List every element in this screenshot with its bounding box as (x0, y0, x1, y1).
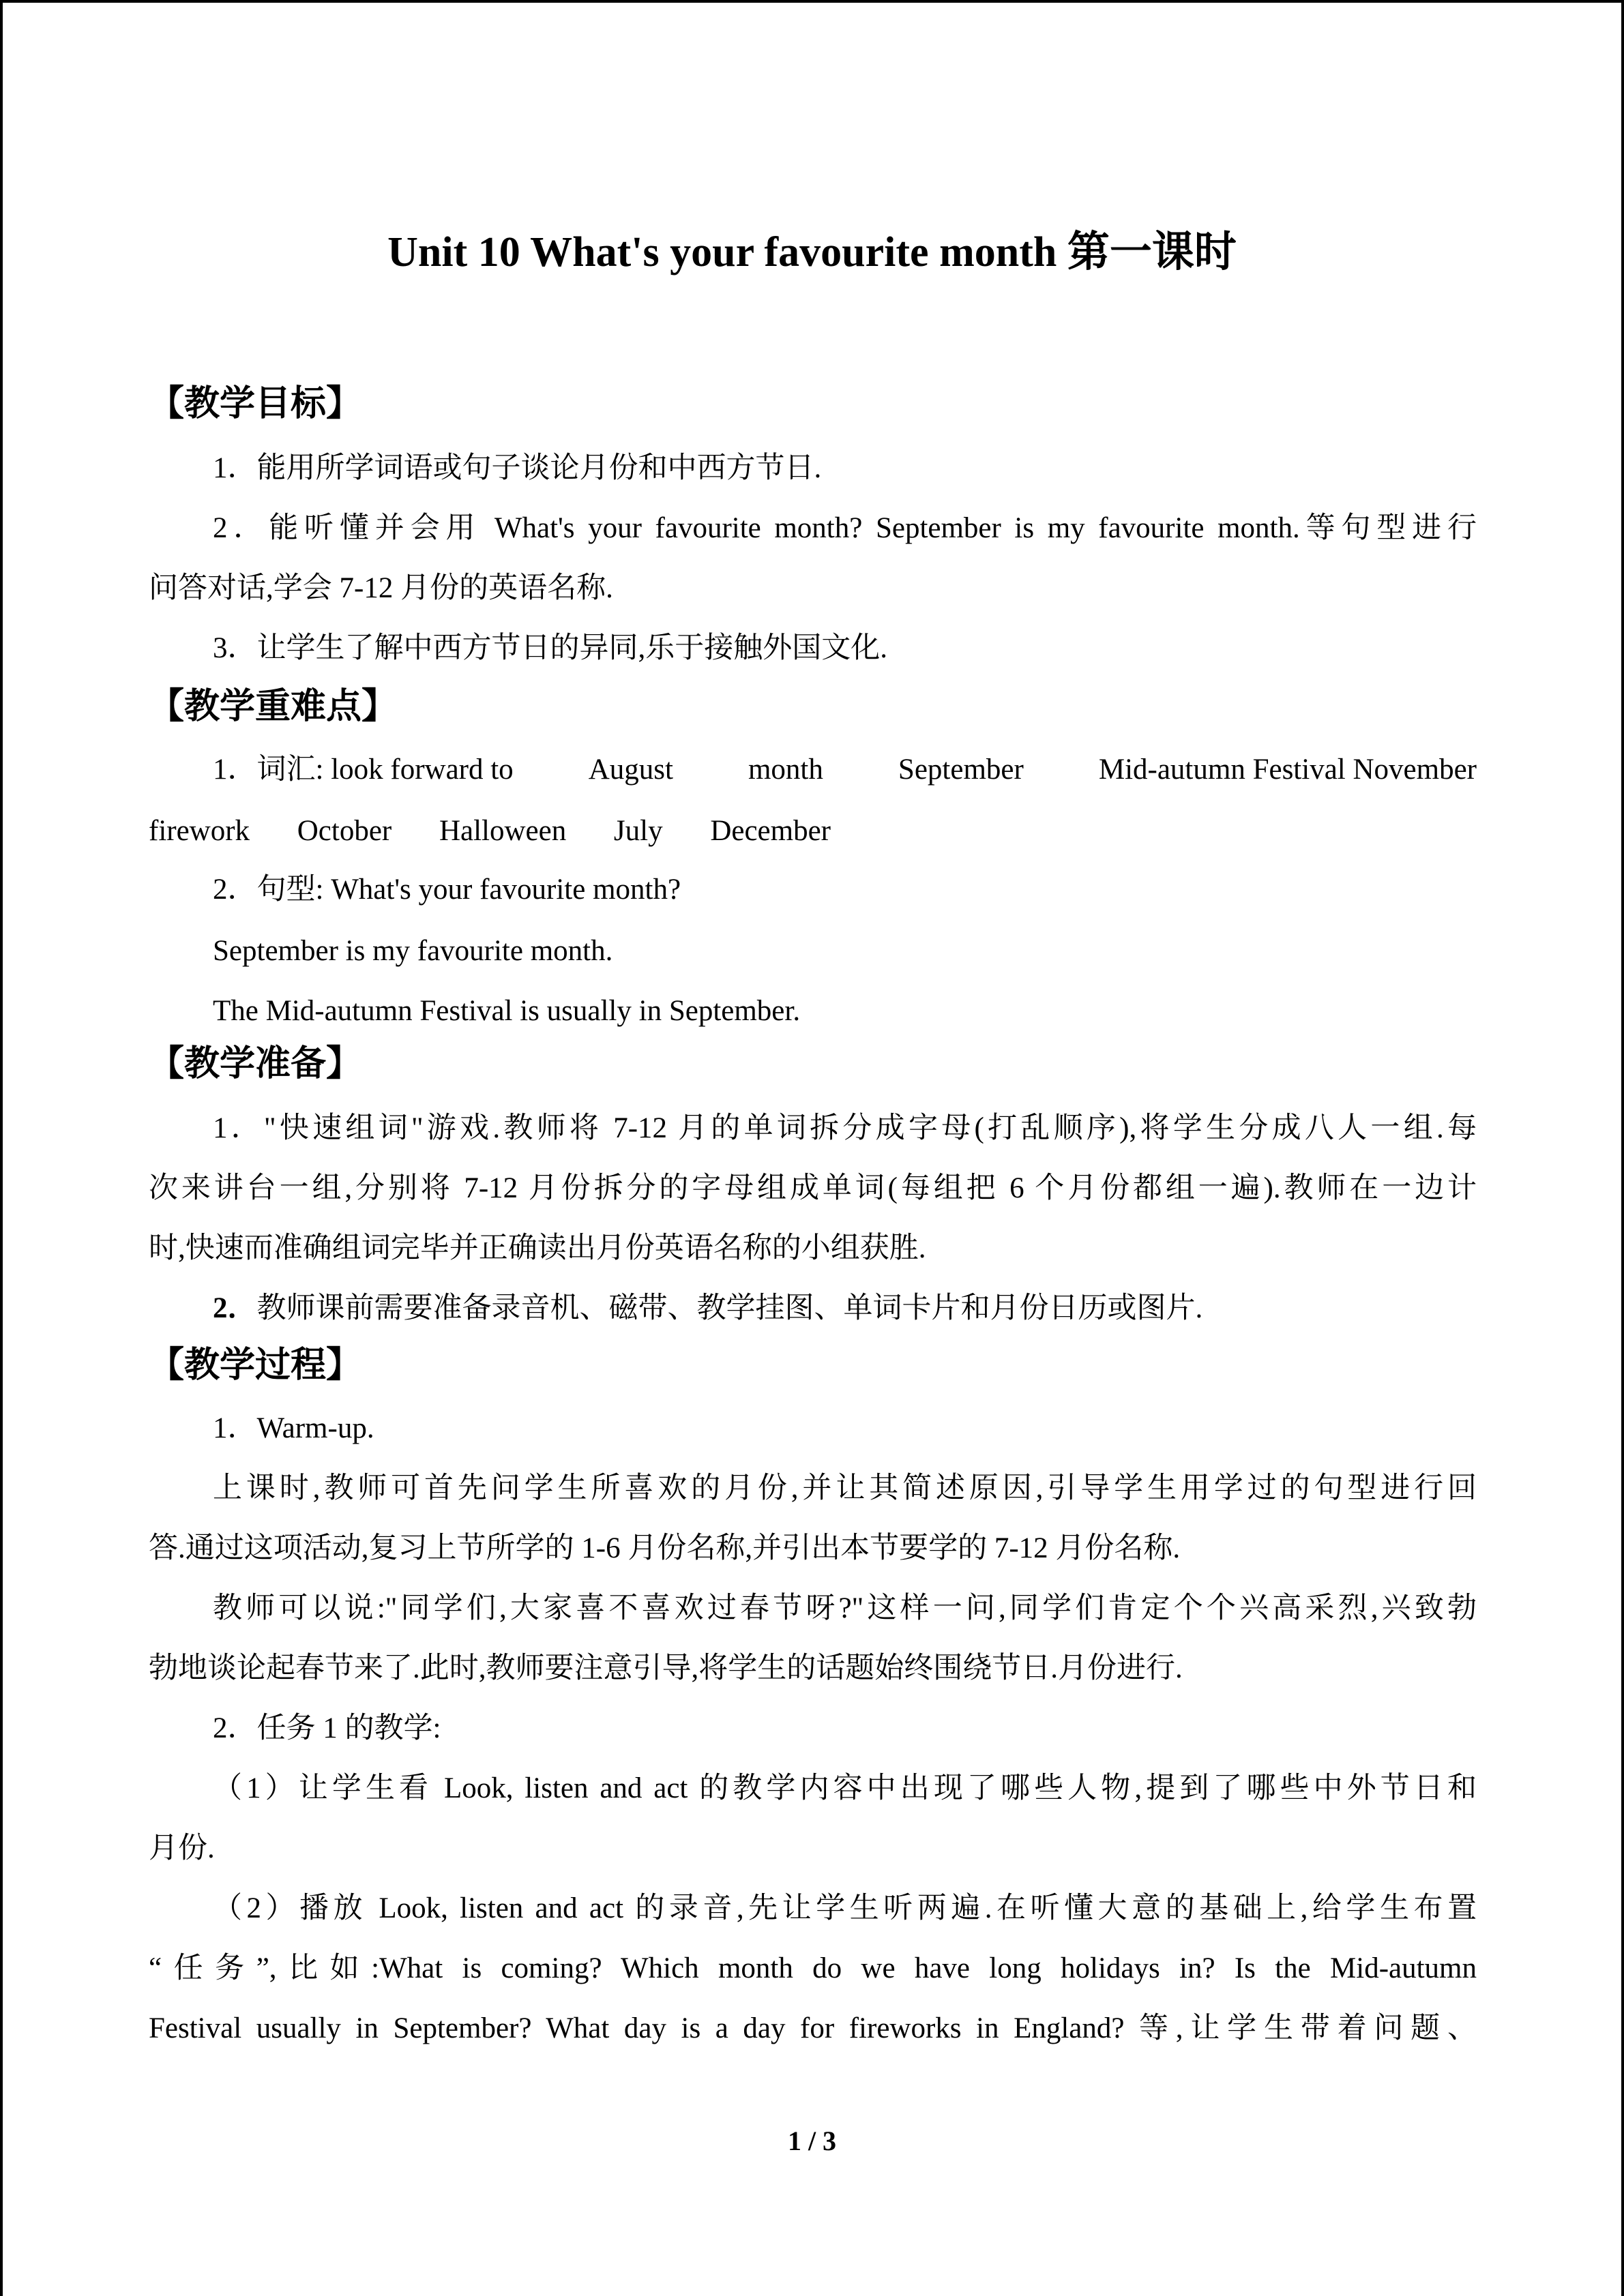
vocab-prefix: 1．词汇: look forward to (213, 754, 514, 786)
process-paragraph-4-line-3: Festival usually in September? What day is a day for fireworks in England? 等,让学生带着问题、 (149, 2012, 1477, 2044)
preparation-item-1-line-3: 时,快速而准确组词完毕并正确读出月份英语名称的小组获胜. (149, 1232, 926, 1264)
process-paragraph-1-line-2: 答.通过这项活动,复习上节所学的 1-6 月份名称,并引出本节要学的 7-12 月份名称. (149, 1532, 1181, 1564)
heading-preparation: 【教学准备】 (149, 1043, 362, 1084)
sentence-pattern-3: The Mid-autumn Festival is usually in September. (213, 995, 801, 1027)
process-paragraph-3-line-2: 月份. (149, 1832, 215, 1864)
vocab-line-2 (149, 807, 831, 855)
vocab-word: Mid-autumn Festival November (1098, 754, 1477, 786)
objective-item-1: 1．能用所学词语或句子谈论月份和中西方节日. (213, 452, 822, 484)
vocab-word: October (297, 815, 392, 847)
preparation-item-2 (213, 1285, 1202, 1332)
page-number: 1 / 3 (787, 2126, 837, 2156)
heading-key-points: 【教学重难点】 (149, 686, 398, 727)
vocab-word: September (898, 754, 1024, 786)
process-paragraph-4-line-1: （2）播放 Look, listen and act 的录音,先让学生听两遍.在听懂大意的基础上,给学生布置 (213, 1892, 1477, 1924)
vocab-word: firework (149, 815, 250, 847)
vocab-word: month (748, 754, 823, 786)
vocab-line-1 (213, 746, 1477, 794)
objective-item-2-line-2: 问答对话,学会 7-12 月份的英语名称. (149, 572, 613, 604)
process-paragraph-4-line-2: “任务”,比如:What is coming? Which month do we have long holidays in? Is the Mid-autumn (149, 1952, 1477, 1984)
heading-process: 【教学过程】 (149, 1345, 362, 1386)
vocab-word: August (588, 754, 673, 786)
heading-objectives: 【教学目标】 (149, 383, 362, 424)
process-paragraph-3-line-1: （1）让学生看 Look, listen and act 的教学内容中出现了哪些人物,提到了哪些中外节日和 (213, 1772, 1477, 1804)
objective-item-3: 3．让学生了解中西方节日的异同,乐于接触外国文化. (213, 632, 887, 664)
preparation-item-1-line-1: 1．"快速组词"游戏.教师将 7-12 月的单词拆分成字母(打乱顺序),将学生分成八人一组.每 (213, 1112, 1477, 1144)
preparation-item-2-number: 2． (213, 1292, 257, 1324)
sentence-pattern-2: September is my favourite month. (213, 935, 613, 967)
vocab-word: Halloween (439, 815, 567, 847)
process-step-1: 1．Warm-up. (213, 1412, 374, 1444)
document-title: Unit 10 What's your favourite month 第一课时 (387, 229, 1237, 275)
objective-item-2-line-1: 2．能听懂并会用 What's your favourite month? September is my favourite month.等句型进行 (213, 512, 1477, 544)
process-paragraph-2-line-1: 教师可以说:"同学们,大家喜不喜欢过春节呀?"这样一问,同学们肯定个个兴高采烈,兴致勃 (213, 1592, 1477, 1624)
process-paragraph-1-line-1: 上课时,教师可首先问学生所喜欢的月份,并让其简述原因,引导学生用学过的句型进行回 (213, 1472, 1477, 1504)
vocab-word: December (710, 815, 831, 847)
vocab-word: July (613, 815, 663, 847)
process-paragraph-2-line-2: 勃地谈论起春节来了.此时,教师要注意引导,将学生的话题始终围绕节日.月份进行. (149, 1652, 1183, 1684)
process-step-2: 2．任务 1 的教学: (213, 1712, 441, 1744)
preparation-item-2-text: 教师课前需要准备录音机、磁带、教学挂图、单词卡片和月份日历或图片. (256, 1292, 1203, 1324)
preparation-item-1-line-2: 次来讲台一组,分别将 7-12 月份拆分的字母组成单词(每组把 6 个月份都组一遍).教师在一边计 (149, 1172, 1477, 1204)
sentence-pattern-label: 2．句型: What's your favourite month? (213, 874, 681, 906)
